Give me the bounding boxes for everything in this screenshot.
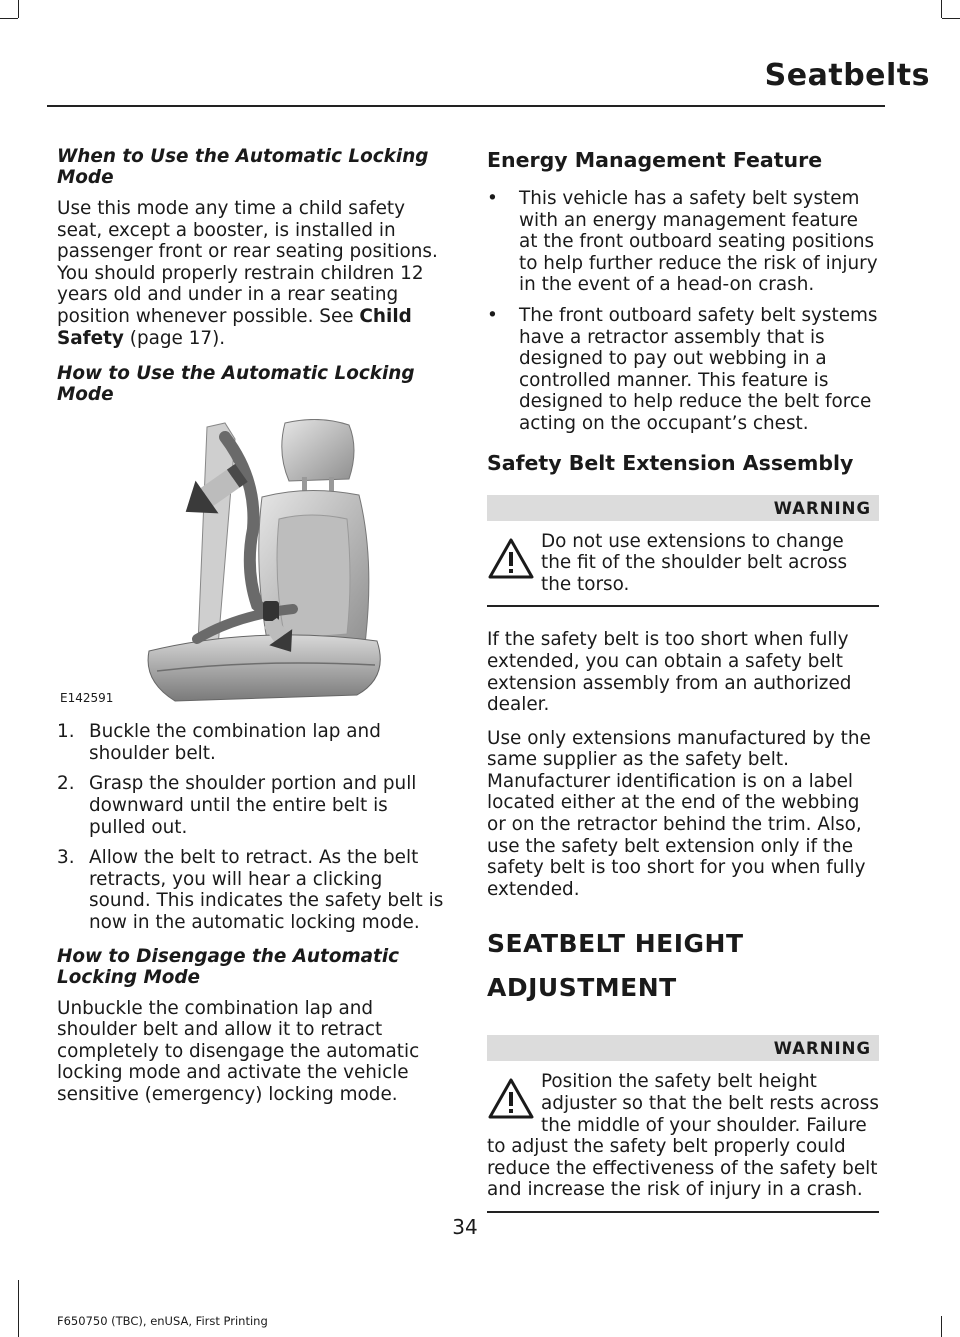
step-text: Allow the belt to retract. As the belt retracts, you will hear a clicking sound. This indicates the safety belt is now in the automatic locking mode. [89, 847, 444, 933]
page-number: 34 [452, 1215, 478, 1239]
header-rule [47, 105, 885, 107]
list-item [487, 188, 879, 296]
subheading-disengage: How to Disengage the Automatic Locking Mode [57, 945, 400, 988]
right-column [487, 146, 879, 1229]
warning-body [487, 521, 879, 606]
heading-height-adjustment-line1: SEATBELT HEIGHT [487, 929, 744, 959]
crop-mark [942, 18, 960, 19]
list-item [57, 773, 449, 838]
page-reference: (page 17). [123, 327, 226, 349]
warning-triangle-icon [487, 1077, 535, 1121]
bullet-mark: • [487, 304, 498, 326]
list-item [487, 305, 879, 435]
heading-extension-assembly: Safety Belt Extension Assembly [487, 450, 854, 475]
bullet-mark: • [487, 188, 498, 209]
energy-bullets [487, 188, 879, 435]
warning-rule [487, 1211, 879, 1213]
warning-text: Do not use extensions to change the fit of the shoulder belt across the torso. [541, 530, 848, 595]
child-safety-link[interactable]: Child Safety [57, 305, 412, 349]
left-column [57, 146, 449, 1117]
list-item [57, 847, 449, 933]
warning-label: WARNING [487, 495, 879, 521]
heading-height-adjustment-line2: ADJUSTMENT [487, 973, 677, 1003]
crop-mark [18, 0, 19, 18]
footer-text: F650750 (TBC), enUSA, First Printing [57, 1314, 268, 1328]
paragraph-extension-1: If the safety belt is too short when fully extended, you can obtain a safety belt extension assembly from an authorized dealer. [487, 629, 852, 716]
seat-image [57, 419, 449, 709]
warning-text: Position the safety belt height adjuster so that the belt rests across the middle of your shoulder. Failure to adjust the safety belt properly could reduce the effectiveness of the safety belt and increase the risk of injury in a crash. [487, 1071, 879, 1201]
warning-body [487, 1061, 879, 1211]
step-text: Grasp the shoulder portion and pull downward until the entire belt is pulled out. [89, 773, 417, 838]
subheading-how-to-use: How to Use the Automatic Locking Mode [57, 363, 415, 406]
bullet-text: This vehicle has a safety belt system with an energy management feature at the front outboard seating positions to help further reduce the risk of injury in the event of a head-on crash. [519, 188, 878, 296]
bullet-text: The front outboard safety belt systems have a retractor assembly that is designed to pay out webbing in a controlled manner. This feature is designed to help reduce the belt force acting on the occupant’s chest. [519, 304, 878, 434]
steps-list [57, 721, 449, 933]
crop-mark [18, 1280, 19, 1337]
step-text: Buckle the combination lap and shoulder belt. [89, 721, 381, 764]
crop-mark [941, 1316, 942, 1337]
warning-rule [487, 605, 879, 607]
heading-energy-management: Energy Management Feature [487, 148, 823, 172]
step-number: 3. [57, 847, 75, 869]
list-item [57, 721, 449, 764]
crop-mark [0, 18, 18, 19]
subheading-when-to-use: When to Use the Automatic Locking Mode [57, 146, 429, 188]
paragraph-when-to-use [57, 198, 449, 349]
paragraph-text: Use this mode any time a child safety seat, except a booster, is installed in passenger front or rear seating positions. You should properly restrain children 12 years old and under in a rear seating position whenever possible. See [57, 198, 438, 327]
paragraph-extension-2: Use only extensions manufactured by the same supplier as the safety belt. Manufacturer identification is on a label located either at the end of the webbing or on the retractor behind the trim. Also, use the safety belt extension only if the safety belt is too short for you when fully extended. [487, 727, 871, 900]
warning-box-height [487, 1035, 879, 1213]
step-number: 1. [57, 721, 75, 743]
figure-code: E142591 [60, 691, 114, 706]
paragraph-disengage: Unbuckle the combination lap and shoulder belt and allow it to retract completely to disengage the automatic locking mode and activate the vehicle sensitive (emergency) locking mode. [57, 997, 420, 1105]
warning-label: WARNING [487, 1035, 879, 1061]
crop-mark [941, 0, 942, 18]
seatbelt-illustration [57, 419, 449, 709]
warning-triangle-icon [487, 537, 535, 581]
step-number: 2. [57, 773, 75, 795]
page-header-title: Seatbelts [764, 58, 930, 93]
warning-box-extension [487, 495, 879, 608]
